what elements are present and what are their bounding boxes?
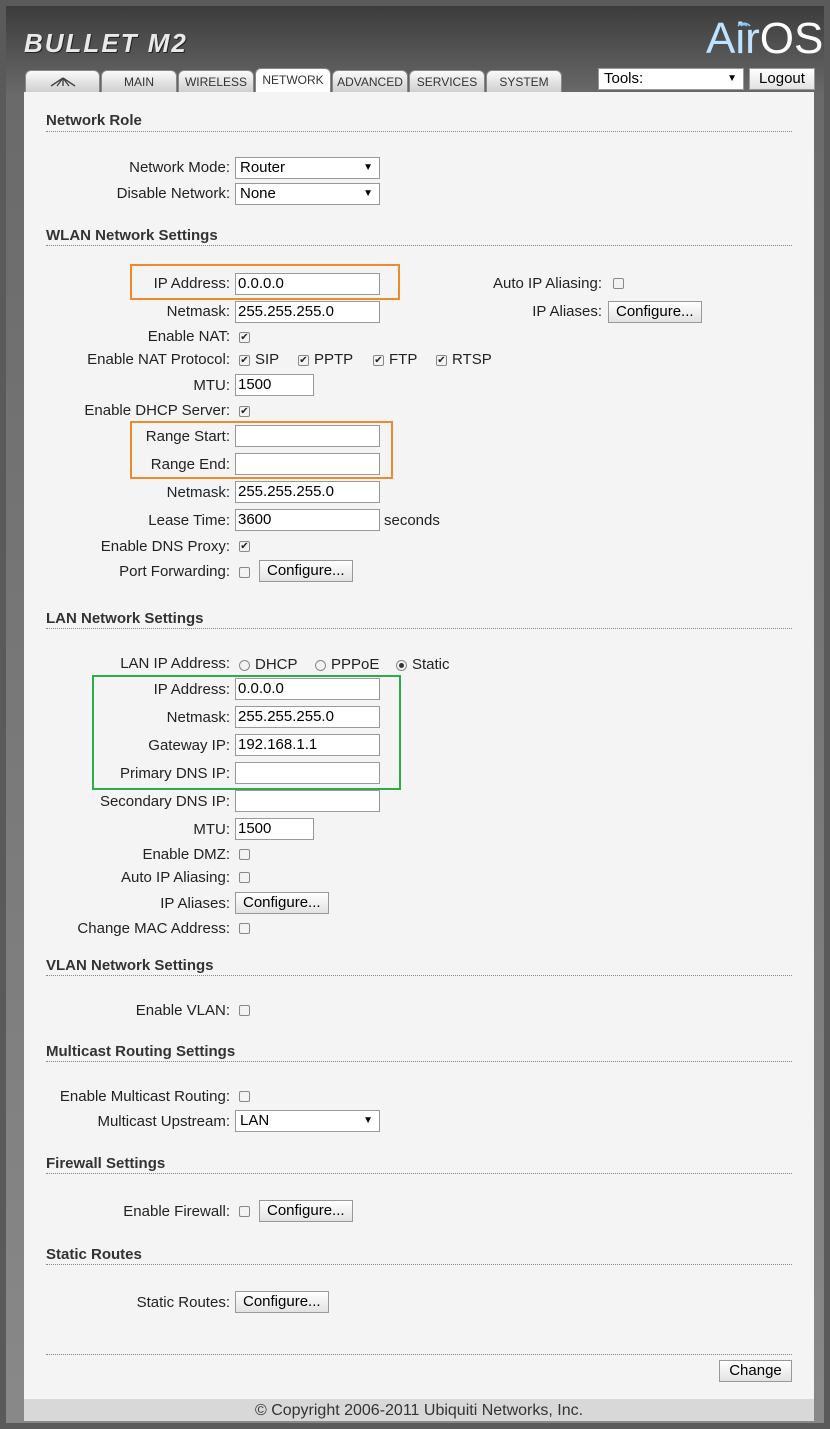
wlan-mtu-input[interactable]: 1500 [235, 374, 314, 396]
wlan-ip-aliases-configure-button[interactable]: Configure... [608, 301, 702, 323]
nat-pptp-checkbox[interactable]: ✔ [299, 355, 308, 366]
lan-mode-pppoe-label: PPPoE [331, 656, 380, 673]
firewall-configure-button[interactable]: Configure... [259, 1200, 353, 1222]
tab-advanced[interactable]: ADVANCED [332, 70, 408, 92]
nat-rtsp-checkbox[interactable]: ✔ [437, 355, 446, 366]
enable-dhcp-checkbox[interactable]: ✔ [240, 406, 249, 417]
divider [46, 1061, 792, 1062]
enable-nat-label: Enable NAT: [147, 328, 230, 345]
highlight-box-dhcp-range [130, 421, 393, 479]
secondary-dns-label: Secondary DNS IP: [99, 793, 230, 810]
tab-wireless[interactable]: WIRELESS [178, 70, 254, 92]
gateway-ip-input[interactable]: 192.168.1.1 [235, 734, 380, 756]
tab-services[interactable]: SERVICES [409, 70, 485, 92]
network-mode-label: Network Mode: [129, 159, 230, 176]
enable-dmz-label: Enable DMZ: [142, 846, 230, 863]
section-title-vlan: VLAN Network Settings [46, 957, 214, 974]
device-model-logo: BULLET M2 [24, 28, 188, 58]
range-end-label: Range End: [150, 456, 230, 473]
divider [46, 1354, 792, 1355]
nat-pptp-label: PPTP [314, 351, 354, 368]
enable-firewall-checkbox[interactable] [239, 1206, 250, 1217]
highlight-box-wlan-ip [130, 264, 400, 300]
lan-ip-label: IP Address: [153, 681, 230, 698]
primary-dns-label: Primary DNS IP: [119, 765, 230, 782]
lan-ip-input[interactable]: 0.0.0.0 [235, 678, 380, 700]
change-mac-label: Change MAC Address: [77, 920, 230, 937]
divider [46, 628, 792, 629]
enable-nat-protocol-label: Enable NAT Protocol: [87, 351, 230, 368]
secondary-dns-input[interactable] [235, 790, 380, 812]
copyright-footer: © Copyright 2006-2011 Ubiquiti Networks, Inc. [24, 1399, 814, 1421]
chevron-down-icon: ▼ [727, 73, 737, 84]
enable-firewall-label: Enable Firewall: [123, 1203, 230, 1220]
nat-ftp-checkbox[interactable]: ✔ [374, 355, 383, 366]
lan-mode-static-label: Static [412, 656, 450, 673]
wlan-ip-label: IP Address: [153, 275, 230, 292]
tab-main[interactable]: MAIN [101, 70, 177, 92]
enable-dhcp-label: Enable DHCP Server: [84, 402, 230, 419]
wifi-waves-icon [735, 14, 753, 28]
lan-netmask-input[interactable]: 255.255.255.0 [235, 706, 380, 728]
enable-vlan-checkbox[interactable] [239, 1005, 250, 1016]
lan-ip-aliases-label: IP Aliases: [160, 895, 230, 912]
tab-ubnt-logo[interactable] [25, 70, 100, 92]
lan-netmask-label: Netmask: [166, 709, 230, 726]
lan-mode-dhcp-label: DHCP [255, 656, 298, 673]
divider [46, 131, 792, 132]
port-forwarding-configure-button[interactable]: Configure... [259, 560, 353, 582]
multicast-upstream-label: Multicast Upstream: [97, 1113, 230, 1130]
logout-button[interactable]: Logout [749, 68, 815, 90]
wlan-auto-ip-aliasing-label: Auto IP Aliasing: [493, 275, 602, 292]
range-start-label: Range Start: [145, 428, 230, 445]
port-forwarding-checkbox[interactable] [239, 567, 250, 578]
dhcp-netmask-input[interactable]: 255.255.255.0 [235, 481, 380, 503]
divider [46, 975, 792, 976]
divider [46, 1173, 792, 1174]
disable-network-select[interactable]: None ▼ [235, 183, 380, 205]
airos-logo: AirOS [706, 14, 824, 63]
ubnt-antenna-icon [50, 76, 76, 88]
section-title-static-routes: Static Routes [46, 1246, 142, 1263]
change-mac-checkbox[interactable] [239, 923, 250, 934]
gateway-ip-label: Gateway IP: [148, 737, 230, 754]
nat-sip-label: SIP [255, 351, 280, 368]
chevron-down-icon: ▼ [363, 1115, 373, 1126]
lan-auto-ip-aliasing-checkbox[interactable] [239, 872, 250, 883]
section-title-wlan: WLAN Network Settings [46, 227, 218, 244]
section-title-lan: LAN Network Settings [46, 610, 204, 627]
section-title-firewall: Firewall Settings [46, 1155, 166, 1172]
static-routes-label: Static Routes: [136, 1294, 230, 1311]
nat-rtsp-label: RTSP [452, 351, 492, 368]
section-title-network-role: Network Role [46, 112, 142, 129]
nat-sip-checkbox[interactable]: ✔ [240, 355, 249, 366]
section-title-multicast: Multicast Routing Settings [46, 1043, 236, 1060]
multicast-upstream-select[interactable]: LAN ▼ [235, 1110, 380, 1132]
change-button[interactable]: Change [719, 1360, 792, 1382]
lan-mtu-label: MTU: [193, 821, 230, 838]
network-settings-panel [24, 92, 814, 1399]
dns-proxy-checkbox[interactable]: ✔ [240, 541, 249, 552]
enable-dmz-checkbox[interactable] [239, 849, 250, 860]
lan-mtu-input[interactable]: 1500 [235, 818, 314, 840]
lan-ip-address-label: LAN IP Address: [120, 655, 230, 672]
enable-vlan-label: Enable VLAN: [135, 1002, 230, 1019]
enable-nat-checkbox[interactable]: ✔ [240, 332, 249, 343]
lan-ip-aliases-configure-button[interactable]: Configure... [235, 892, 329, 914]
lease-time-input[interactable]: 3600 [235, 509, 380, 531]
lan-mode-static-radio[interactable] [396, 660, 407, 671]
wlan-auto-ip-aliasing-checkbox[interactable] [613, 278, 624, 289]
divider [46, 245, 792, 246]
lease-time-label: Lease Time: [148, 512, 230, 529]
wlan-ip-aliases-label: IP Aliases: [532, 303, 602, 320]
wlan-mtu-label: MTU: [193, 377, 230, 394]
wlan-netmask-label: Netmask: [166, 303, 230, 320]
wlan-netmask-input[interactable]: 255.255.255.0 [235, 301, 380, 323]
divider [46, 1264, 792, 1265]
port-forwarding-label: Port Forwarding: [119, 563, 230, 580]
lan-mode-dhcp-radio[interactable] [239, 660, 250, 671]
highlight-box-lan-static [92, 675, 401, 790]
network-mode-select[interactable]: Router ▼ [235, 157, 380, 179]
nat-ftp-label: FTP [389, 351, 418, 368]
tab-network[interactable]: NETWORK [255, 68, 331, 92]
chevron-down-icon: ▼ [363, 162, 373, 173]
tools-dropdown[interactable]: Tools: ▼ [598, 68, 744, 90]
disable-network-label: Disable Network: [116, 185, 230, 202]
lan-mode-pppoe-radio[interactable] [315, 660, 326, 671]
dns-proxy-label: Enable DNS Proxy: [100, 538, 230, 555]
wlan-ip-input[interactable]: 0.0.0.0 [235, 273, 380, 295]
dhcp-netmask-label: Netmask: [166, 484, 230, 501]
tab-system[interactable]: SYSTEM [486, 70, 562, 92]
chevron-down-icon: ▼ [363, 188, 373, 199]
enable-multicast-checkbox[interactable] [239, 1091, 250, 1102]
enable-multicast-label: Enable Multicast Routing: [59, 1088, 230, 1105]
static-routes-configure-button[interactable]: Configure... [235, 1291, 329, 1313]
lease-time-unit: seconds [384, 512, 440, 529]
lan-auto-ip-aliasing-label: Auto IP Aliasing: [121, 869, 230, 886]
